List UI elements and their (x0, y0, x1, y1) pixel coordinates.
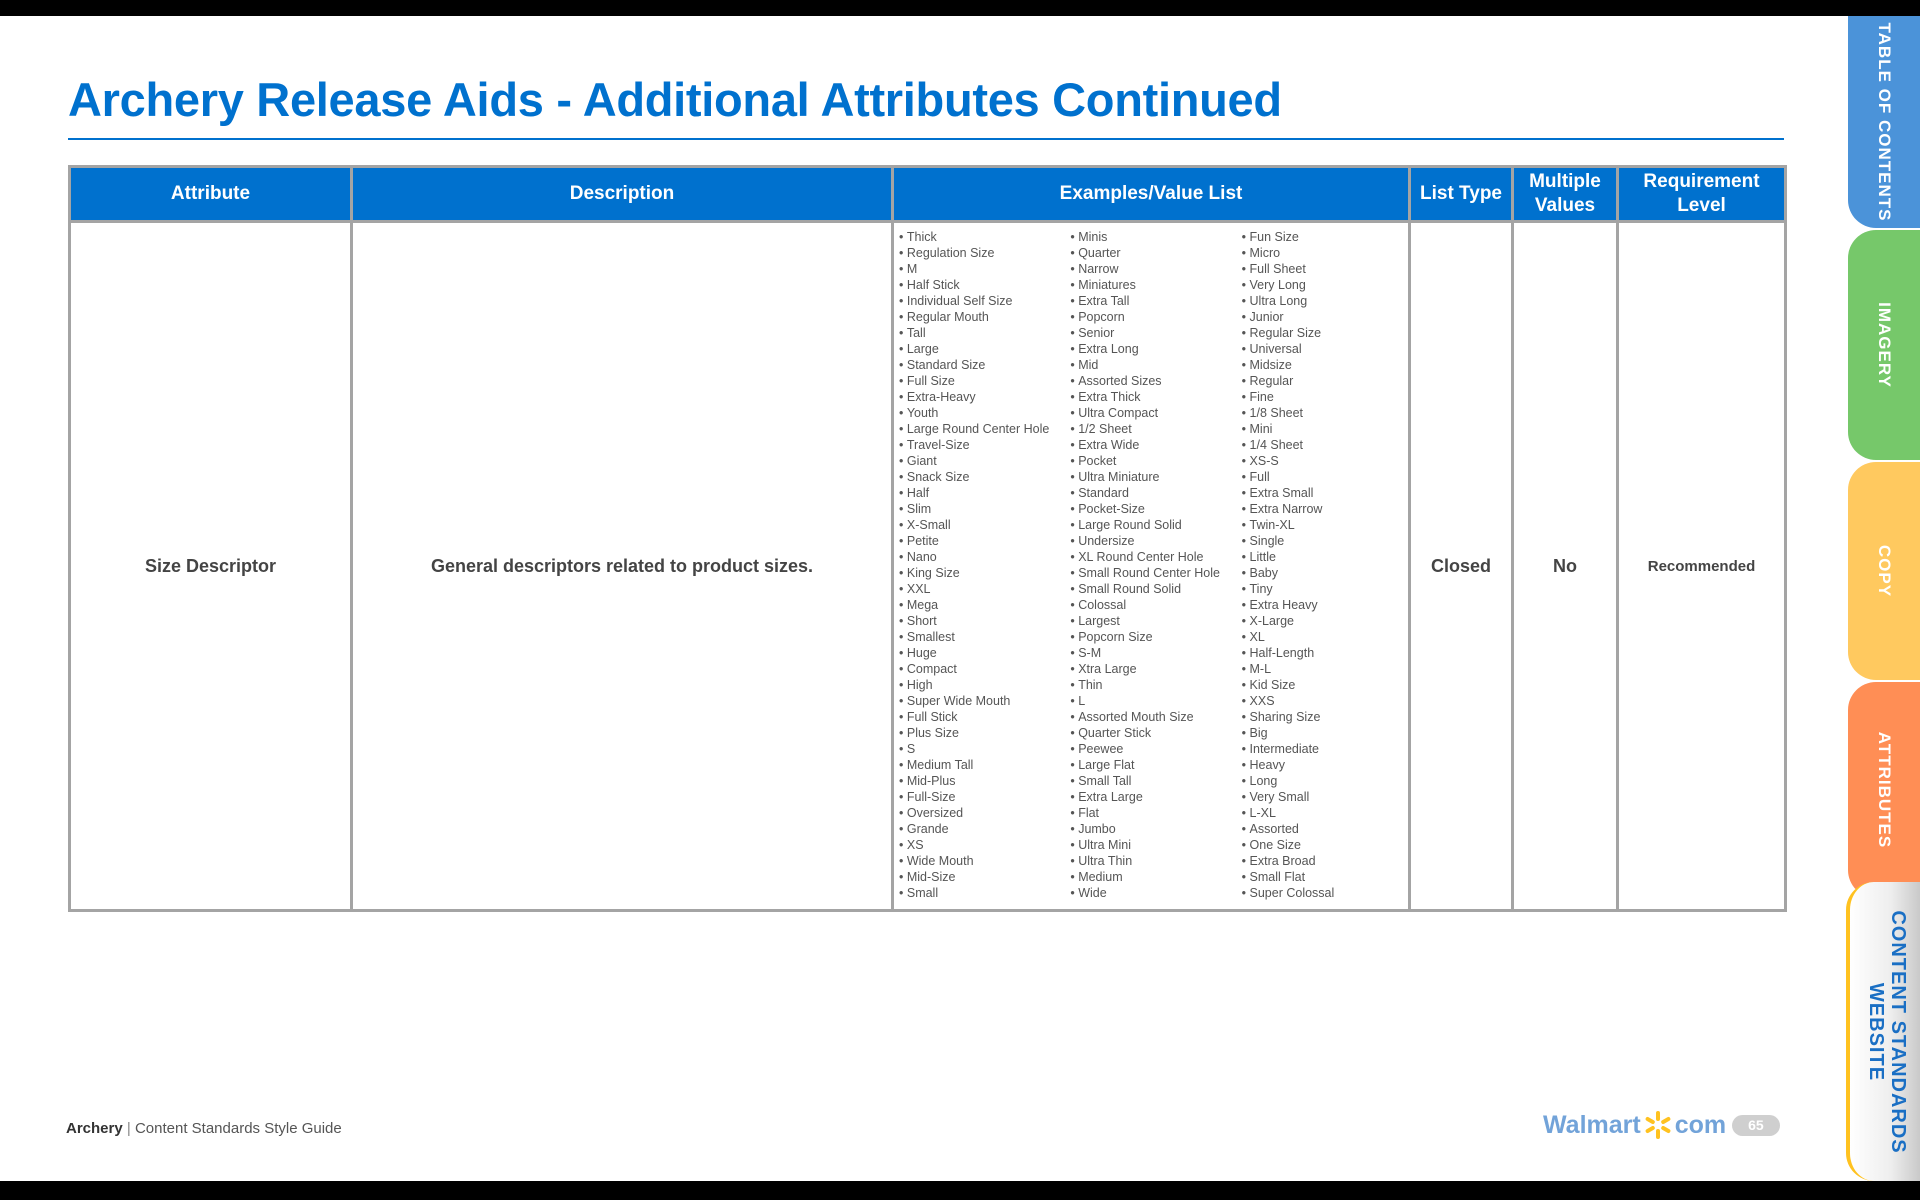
value-list-item: • Half Stick (899, 277, 1065, 293)
value-list-item: • Pocket (1070, 453, 1236, 469)
value-list-item: • Senior (1070, 325, 1236, 341)
value-list-item: • S-M (1070, 645, 1236, 661)
tab-attributes[interactable] (1848, 682, 1920, 898)
value-list-item: • Mega (899, 597, 1065, 613)
value-list-item: • Nano (899, 549, 1065, 565)
value-list-item: • XL Round Center Hole (1070, 549, 1236, 565)
value-list-item: • Grande (899, 821, 1065, 837)
value-list-item: • Youth (899, 405, 1065, 421)
value-list-item: • Extra Small (1242, 485, 1408, 501)
value-list-item: • Extra-Heavy (899, 389, 1065, 405)
value-list-item: • XXL (899, 581, 1065, 597)
value-list-item: • 1/4 Sheet (1242, 437, 1408, 453)
value-list-item: • Very Long (1242, 277, 1408, 293)
values-list-1 (899, 229, 1065, 901)
tab-website-label (1865, 910, 1909, 1153)
value-list-item: • XS-S (1242, 453, 1408, 469)
values-columns (894, 229, 1408, 901)
document-page (0, 16, 1920, 1181)
value-list-item: • Single (1242, 533, 1408, 549)
value-list-item: • Individual Self Size (899, 293, 1065, 309)
value-list-item: • Snack Size (899, 469, 1065, 485)
value-list-item: • Micro (1242, 245, 1408, 261)
value-list-item: • Midsize (1242, 357, 1408, 373)
value-list-item: • XL (1242, 629, 1408, 645)
value-list-item: • XXS (1242, 693, 1408, 709)
value-list-item: • Smallest (899, 629, 1065, 645)
value-list-item: • Very Small (1242, 789, 1408, 805)
value-list-item: • X-Large (1242, 613, 1408, 629)
header-description: Description (352, 167, 893, 222)
value-list-item: • Full-Size (899, 789, 1065, 805)
value-list-item: • Extra Thick (1070, 389, 1236, 405)
value-list-item: • Half (899, 485, 1065, 501)
value-list-item: • Pocket-Size (1070, 501, 1236, 517)
footer-separator: | (126, 1120, 131, 1137)
value-list-item: • Quarter (1070, 245, 1236, 261)
value-list-item: • Peewee (1070, 741, 1236, 757)
value-list-item: • High (899, 677, 1065, 693)
value-list-item: • Extra Long (1070, 341, 1236, 357)
value-list-item: • Popcorn Size (1070, 629, 1236, 645)
value-list-item: • Ultra Mini (1070, 837, 1236, 853)
footer-caption (66, 1120, 342, 1137)
page-title: Archery Release Aids - Additional Attributes Continued (68, 73, 1282, 126)
tab-attributes-label: ATTRIBUTES (1875, 731, 1894, 849)
value-list-item: • Super Colossal (1242, 885, 1408, 901)
value-list-item: • Xtra Large (1070, 661, 1236, 677)
value-list-item: • Plus Size (899, 725, 1065, 741)
value-list-item: • Quarter Stick (1070, 725, 1236, 741)
value-list-item: • Medium Tall (899, 757, 1065, 773)
value-list-item: • Medium (1070, 869, 1236, 885)
header-requirement-level: Requirement Level (1618, 167, 1786, 222)
walmart-logo (1543, 1110, 1780, 1140)
value-list-item: • Petite (899, 533, 1065, 549)
header-multiple-values: Multiple Values (1513, 167, 1618, 222)
value-list-item: • Super Wide Mouth (899, 693, 1065, 709)
spark-icon (1643, 1110, 1673, 1140)
value-list-item: • Giant (899, 453, 1065, 469)
value-list-item: • Large (899, 341, 1065, 357)
value-list-item: • Oversized (899, 805, 1065, 821)
value-list-item: • Baby (1242, 565, 1408, 581)
value-list-item: • 1/2 Sheet (1070, 421, 1236, 437)
value-list-item: • Regular Size (1242, 325, 1408, 341)
value-list-item: • Junior (1242, 309, 1408, 325)
value-list-item: • Mid-Size (899, 869, 1065, 885)
value-list-item: • Extra Narrow (1242, 501, 1408, 517)
footer-category: Archery (66, 1120, 123, 1137)
value-list-item: • Narrow (1070, 261, 1236, 277)
value-list-item: • Wide (1070, 885, 1236, 901)
value-list-item: • Extra Tall (1070, 293, 1236, 309)
tab-imagery[interactable] (1848, 230, 1920, 460)
value-list-item: • Largest (1070, 613, 1236, 629)
value-list-item: • Huge (899, 645, 1065, 661)
value-list-item: • Intermediate (1242, 741, 1408, 757)
value-list-item: • Little (1242, 549, 1408, 565)
cell-values (893, 222, 1410, 911)
value-list-item: • Big (1242, 725, 1408, 741)
value-list-item: • Assorted Mouth Size (1070, 709, 1236, 725)
value-list-item: • Assorted (1242, 821, 1408, 837)
tab-imagery-label: IMAGERY (1875, 302, 1894, 388)
value-list-item: • Undersize (1070, 533, 1236, 549)
cell-description: General descriptors related to product sizes. (352, 222, 893, 911)
value-list-item: • Tall (899, 325, 1065, 341)
value-list-item: • Jumbo (1070, 821, 1236, 837)
cell-requirement-level: Recommended (1618, 222, 1786, 911)
value-list-item: • Universal (1242, 341, 1408, 357)
value-list-item: • Ultra Long (1242, 293, 1408, 309)
value-list-item: • L (1070, 693, 1236, 709)
value-list-item: • Small Flat (1242, 869, 1408, 885)
value-list-item: • M-L (1242, 661, 1408, 677)
value-list-item: • Slim (899, 501, 1065, 517)
value-list-item: • Small Tall (1070, 773, 1236, 789)
value-list-item: • Long (1242, 773, 1408, 789)
values-list-2 (1070, 229, 1236, 901)
value-list-item: • Fun Size (1242, 229, 1408, 245)
value-list-item: • Extra Large (1070, 789, 1236, 805)
tab-copy[interactable] (1848, 462, 1920, 680)
value-list-item: • Wide Mouth (899, 853, 1065, 869)
table-header-row (70, 167, 1786, 222)
value-list-item: • S (899, 741, 1065, 757)
tab-toc-label: TABLE OF CONTENTS (1875, 22, 1894, 222)
value-list-item: • Small Round Center Hole (1070, 565, 1236, 581)
value-list-item: • Regular (1242, 373, 1408, 389)
logo-com-text: com (1674, 1110, 1727, 1139)
value-list-item: • Flat (1070, 805, 1236, 821)
value-list-item: • Full Size (899, 373, 1065, 389)
values-list-3 (1242, 229, 1408, 901)
tab-copy-label: COPY (1875, 544, 1894, 598)
value-list-item: • 1/8 Sheet (1242, 405, 1408, 421)
value-list-item: • Ultra Miniature (1070, 469, 1236, 485)
value-list-item: • Compact (899, 661, 1065, 677)
cell-list-type: Closed (1410, 222, 1513, 911)
tab-content-standards-website[interactable] (1846, 882, 1920, 1181)
table-row (70, 222, 1786, 911)
value-list-item: • Colossal (1070, 597, 1236, 613)
value-list-item: • XS (899, 837, 1065, 853)
header-examples: Examples/Value List (893, 167, 1410, 222)
value-list-item: • Half-Length (1242, 645, 1408, 661)
title-divider (68, 138, 1784, 140)
value-list-item: • Twin-XL (1242, 517, 1408, 533)
value-list-item: • Extra Heavy (1242, 597, 1408, 613)
value-list-item: • Large Round Solid (1070, 517, 1236, 533)
footer-guide-name: Content Standards Style Guide (134, 1120, 342, 1137)
value-list-item: • Large Flat (1070, 757, 1236, 773)
page-number-badge: 65 (1732, 1115, 1780, 1136)
value-list-item: • Standard Size (899, 357, 1065, 373)
value-list-item: • Small (899, 885, 1065, 901)
value-list-item: • Miniatures (1070, 277, 1236, 293)
value-list-item: • Full Stick (899, 709, 1065, 725)
value-list-item: • Small Round Solid (1070, 581, 1236, 597)
value-list-item: • One Size (1242, 837, 1408, 853)
value-list-item: • Travel-Size (899, 437, 1065, 453)
value-list-item: • Extra Broad (1242, 853, 1408, 869)
value-list-item: • M (899, 261, 1065, 277)
value-list-item: • Large Round Center Hole (899, 421, 1065, 437)
value-list-item: • Kid Size (1242, 677, 1408, 693)
logo-walmart-text: Walmart (1543, 1110, 1641, 1139)
value-list-item: • Ultra Thin (1070, 853, 1236, 869)
tab-table-of-contents[interactable] (1848, 16, 1920, 228)
value-list-item: • Thin (1070, 677, 1236, 693)
tab-website-line2: WEBSITE (1865, 982, 1887, 1081)
value-list-item: • Fine (1242, 389, 1408, 405)
value-list-item: • Minis (1070, 229, 1236, 245)
tab-website-line1: CONTENT STANDARDS (1887, 909, 1909, 1154)
header-attribute: Attribute (70, 167, 352, 222)
value-list-item: • Full (1242, 469, 1408, 485)
cell-multiple-values: No (1513, 222, 1618, 911)
attributes-table (68, 165, 1787, 912)
value-list-item: • L-XL (1242, 805, 1408, 821)
value-list-item: • Mini (1242, 421, 1408, 437)
cell-attribute: Size Descriptor (70, 222, 352, 911)
value-list-item: • Full Sheet (1242, 261, 1408, 277)
value-list-item: • Tiny (1242, 581, 1408, 597)
value-list-item: • King Size (899, 565, 1065, 581)
value-list-item: • Mid (1070, 357, 1236, 373)
value-list-item: • Extra Wide (1070, 437, 1236, 453)
value-list-item: • Regulation Size (899, 245, 1065, 261)
value-list-item: • Popcorn (1070, 309, 1236, 325)
value-list-item: • Sharing Size (1242, 709, 1408, 725)
value-list-item: • Assorted Sizes (1070, 373, 1236, 389)
value-list-item: • X-Small (899, 517, 1065, 533)
value-list-item: • Regular Mouth (899, 309, 1065, 325)
value-list-item: • Short (899, 613, 1065, 629)
value-list-item: • Thick (899, 229, 1065, 245)
value-list-item: • Standard (1070, 485, 1236, 501)
value-list-item: • Heavy (1242, 757, 1408, 773)
header-list-type: List Type (1410, 167, 1513, 222)
value-list-item: • Ultra Compact (1070, 405, 1236, 421)
value-list-item: • Mid-Plus (899, 773, 1065, 789)
